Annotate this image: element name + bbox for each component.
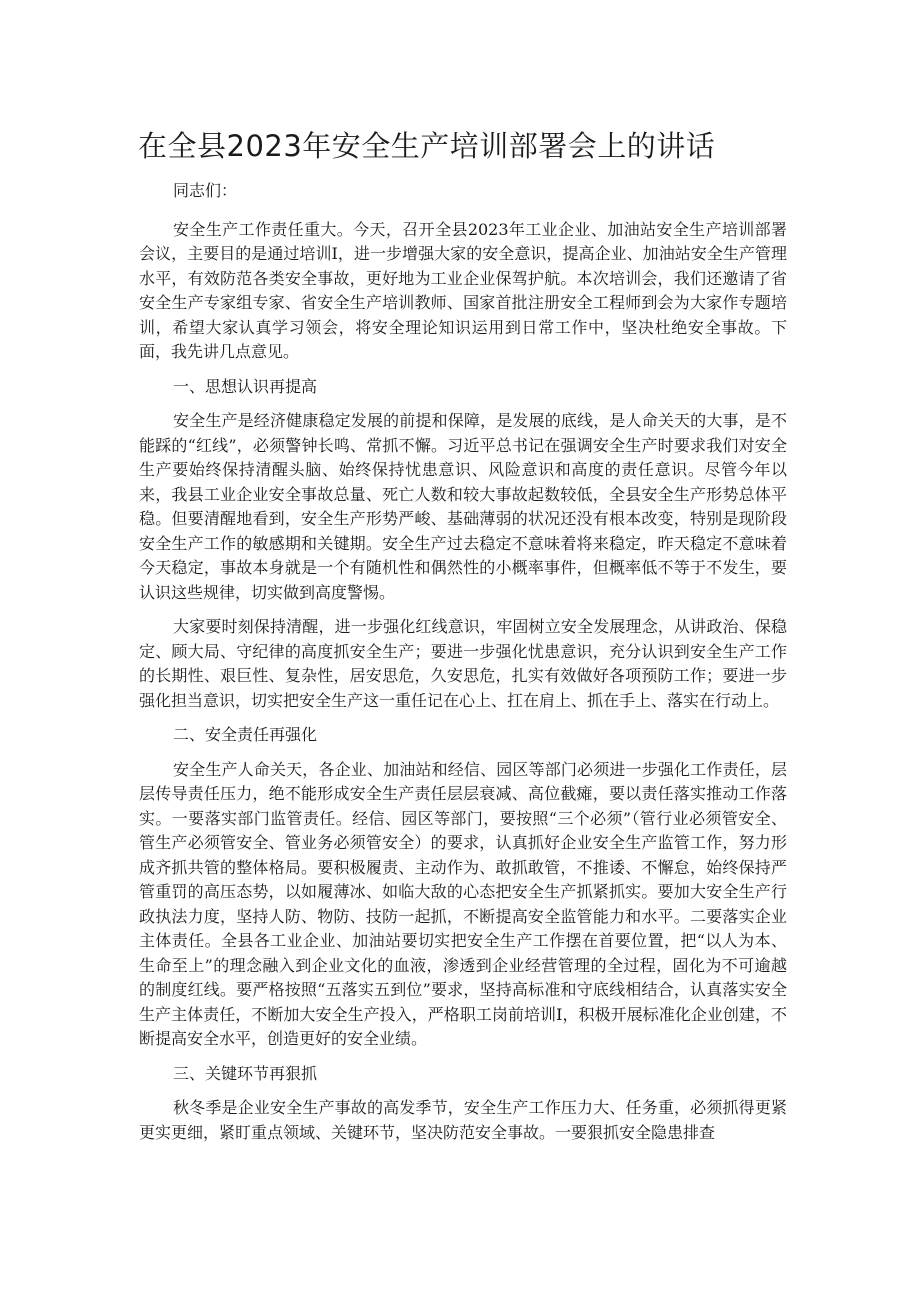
section-2-paragraph-1: 安全生产人命关天，各企业、加油站和经信、园区等部门必须进一步强化工作责任，层层传导责任压力，绝不能形成安全生产责任层层衰减、高位截瘫，要以责任落实推动工作落实。一要落实部门监管责任。经信、园区等部门，要按照“三个必须”（管行业必须管安全、管生产必须管安全、管业务必须管安全）的要求，认真抓好企业安全生产监管工作，努力形成齐抓共管的整体格局。要积极履责、主动作为、敢抓敢管，不推诿、不懈怠，始终保持严管重罚的高压态势，以如履薄冰、如临大敌的心态把安全生产抓紧抓实。要加大安全生产行政执法力度，坚持人防、物防、技防一起抓，不断提高安全监管能力和水平。二要落实企业主体责任。全县各工业企业、加油站要切实把安全生产工作摆在首要位置，把“以人为本、生命至上”的理念融入到企业文化的血液，渗透到企业经营管理的全过程，固化为不可逾越的制度红线。要严格按照“五落实五到位”要求，坚持高标准和守底线相结合，认真落实安全生产主体责任，不断加大安全生产投入，严格职工岗前培训I，积极开展标准化企业创建，不断提高安全水平，创造更好的安全业绩。 bbox=[139, 759, 787, 1048]
section-1-heading: 一、思想认识再提高 bbox=[173, 376, 318, 396]
document-body bbox=[139, 179, 787, 1155]
section-3-heading: 三、关键环节再狠抓 bbox=[173, 1063, 318, 1083]
intro-paragraph: 安全生产工作责任重大。今天，召开全县2023年工业企业、加油站安全生产培训部署会议，主要目的是通过培训I，进一步增强大家的安全意识，提高企业、加油站安全生产管理水平，有效防范各类安全事故，更好地为工业企业保驾护航。本次培训会，我们还邀请了省安全生产专家组专家、省安全生产培训教师、国家首批注册安全工程师到会为大家作专题培训，希望大家认真学习领会，将安全理论知识运用到日常工作中，坚决杜绝安全事故。下面，我先讲几点意见。 bbox=[139, 219, 787, 361]
section-2-heading: 二、安全责任再强化 bbox=[173, 725, 318, 744]
section-3-paragraph-1: 秋冬季是企业安全生产事故的高发季节，安全生产工作压力大、任务重，必须抓得更紧更实更细，紧盯重点领域、关键环节，坚决防范安全事故。一要狠抓安全隐患排查 bbox=[139, 1098, 787, 1142]
section-1-paragraph-1: 安全生产是经济健康稳定发展的前提和保障，是发展的底线，是人命关天的大事，是不能踩的“红线”，必须警钟长鸣、常抓不懈。习近平总书记在强调安全生产时要求我们对安全生产要始终保持清醒头脑、始终保持忧患意识、风险意识和高度的责任意识。尽管今年以来，我县工业企业安全事故总量、死亡人数和较大事故起数较低，全县安全生产形势总体平稳。但要清醒地看到，安全生产形势严峻、基础薄弱的状况还没有根本改变，特别是现阶段安全生产工作的敏感期和关键期。安全生产过去稳定不意味着将来稳定，昨天稳定不意味着今天稳定，事故本身就是一个有随机性和偶然性的小概率事件，但概率低不等于不发生，要认识这些规律，切实做到高度警惕。 bbox=[139, 411, 787, 602]
salutation: 同志们： bbox=[173, 181, 238, 200]
document-title: 在全县2023年安全生产培训部署会上的讲话 bbox=[138, 129, 716, 163]
section-1-paragraph-2: 大家要时刻保持清醒，进一步强化红线意识，牢固树立安全发展理念，从讲政治、保稳定、顾大局、守纪律的高度抓安全生产；要进一步强化忧患意识，充分认识到安全生产工作的长期性、艰巨性、复杂性，居安思危，久安思危，扎实有效做好各项预防工作；要进一步强化担当意识，切实把安全生产这一重任记在心上、扛在肩上、抓在手上、落实在行动上。 bbox=[139, 617, 787, 710]
